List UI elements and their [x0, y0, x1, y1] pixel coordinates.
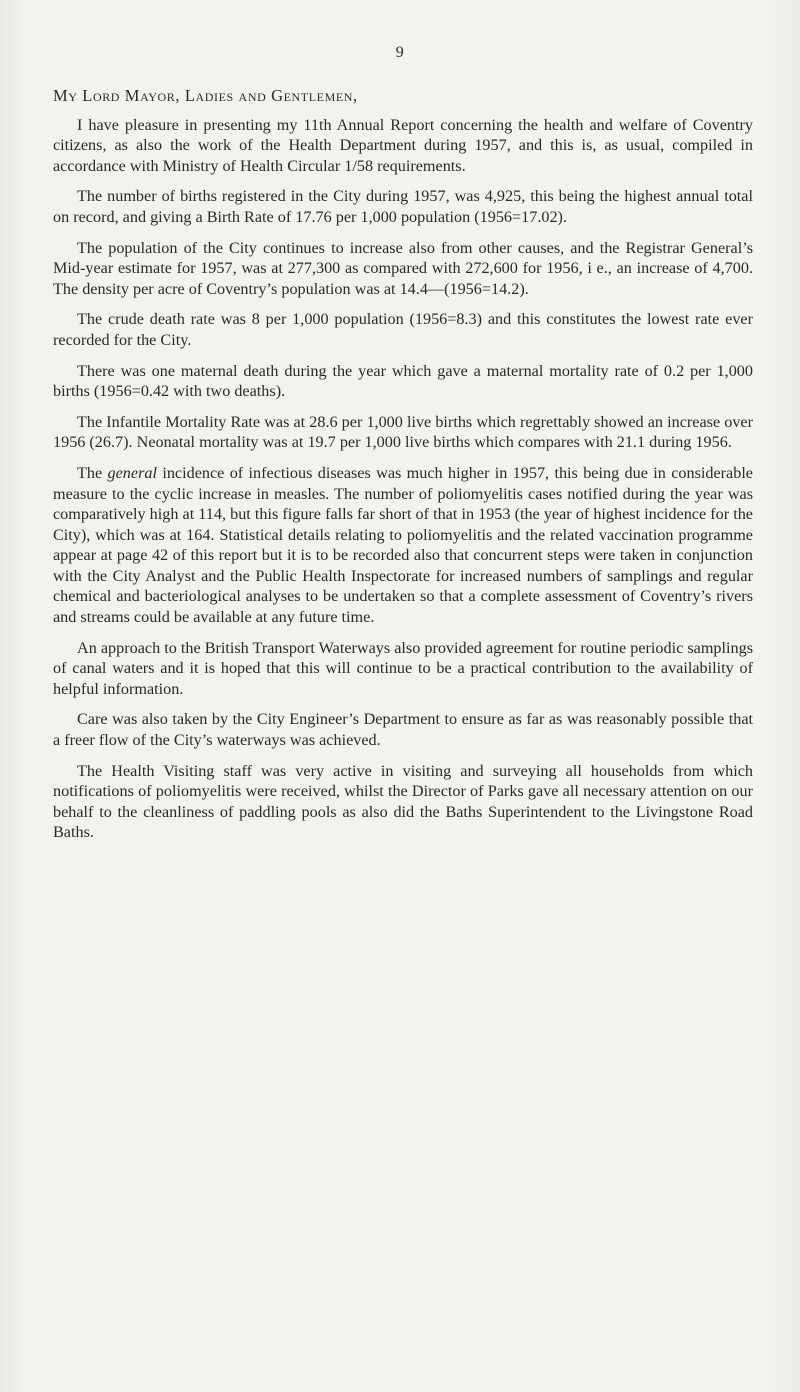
paragraph-text: The number of births registered in the City during 1957, was 4,925, this being the highest annual total on record, and giving a Birth Rate of 17.76 per 1,000 population (1956=17.02). — [53, 187, 753, 226]
paragraph — [53, 238, 753, 300]
paragraph — [53, 463, 753, 628]
italic-text: general — [107, 463, 157, 482]
paragraph-text: Care was also taken by the City Engineer’s Department to ensure as far as was reasonably possible that a freer flow of the City’s waterways was achieved. — [53, 710, 753, 750]
paragraph-text: The Health Visiting staff was very active in visiting and surveying all households from which notifications of poliomyelitis were received, whilst the Director of Parks gave all necessary attention on our behalf to the cleanliness of paddling pools as also did the Baths Superintendent to the Livingstone Road Baths. — [53, 761, 753, 842]
paragraph — [53, 412, 753, 453]
paragraph-text: An approach to the British Transport Waterways also provided agreement for routine periodic samplings of canal waters and it is hoped that this will continue to be a practical contribution to the availability of helpful information. — [53, 638, 753, 698]
paragraph-text: There was one maternal death during the year which gave a maternal mortality rate of 0.2 per 1,000 births (1956=0.42 with two deaths). — [53, 361, 753, 401]
paragraph-text: The crude death rate was 8 per 1,000 population (1956=8.3) and this constitutes the lowest rate ever recorded for the City. — [53, 310, 753, 349]
paragraph — [53, 186, 753, 227]
page-number: 9 — [395, 44, 405, 61]
paragraph-text: incidence of infectious diseases was much higher in 1957, this being due in considerable measure to the cyclic increase in measles. The number of poliomyelitis cases notified during the year was comparatively high at 114, but this figure falls far short of that in 1953 (the year of highest incidence for the City), which was at 164. Statistical details relating to poliomyelitis and the related vaccination programme appear at page 42 of this report but it is to be recorded also that concurrent steps were taken in conjunction with the City Analyst and the Public Health Inspectorate for increased numbers of samplings and regular chemical and bacteriological analyses to be undertaken so that a complete assessment of Coventry’s rivers and streams could be available at any future time. — [53, 463, 753, 627]
paragraph — [53, 709, 753, 750]
paragraph-list — [53, 115, 753, 843]
report-body — [53, 86, 753, 853]
paragraph — [53, 761, 753, 843]
paragraph-text: I have pleasure in presenting my 11th Annual Report concerning the health and welfare of Coventry citizens, as also the work of the Health Department during 1957, and this is, as usual, compiled in accordance with Ministry of Health Circular 1/58 requirements. — [53, 115, 753, 175]
paragraph-text: The Infantile Mortality Rate was at 28.6 per 1,000 live births which regrettably showed an increase over 1956 (26.7). Neonatal mortality was at 19.7 per 1,000 live births which compares with 21.1 during 1956. — [53, 412, 753, 452]
paragraph-text: The — [77, 463, 108, 482]
salutation: My Lord Mayor, Ladies and Gentlemen, — [53, 86, 358, 105]
paragraph-text: The population of the City continues to increase also from other causes, and the Registrar General’s Mid-year estimate for 1957, was at 277,300 as compared with 272,600 for 1956, i e., an increase of 4,700. The density per acre of Coventry’s population was at 14.4—(1956=14.2). — [53, 238, 753, 298]
paragraph — [53, 361, 753, 402]
paragraph — [53, 638, 753, 700]
paragraph — [53, 309, 753, 350]
paragraph — [53, 115, 753, 177]
